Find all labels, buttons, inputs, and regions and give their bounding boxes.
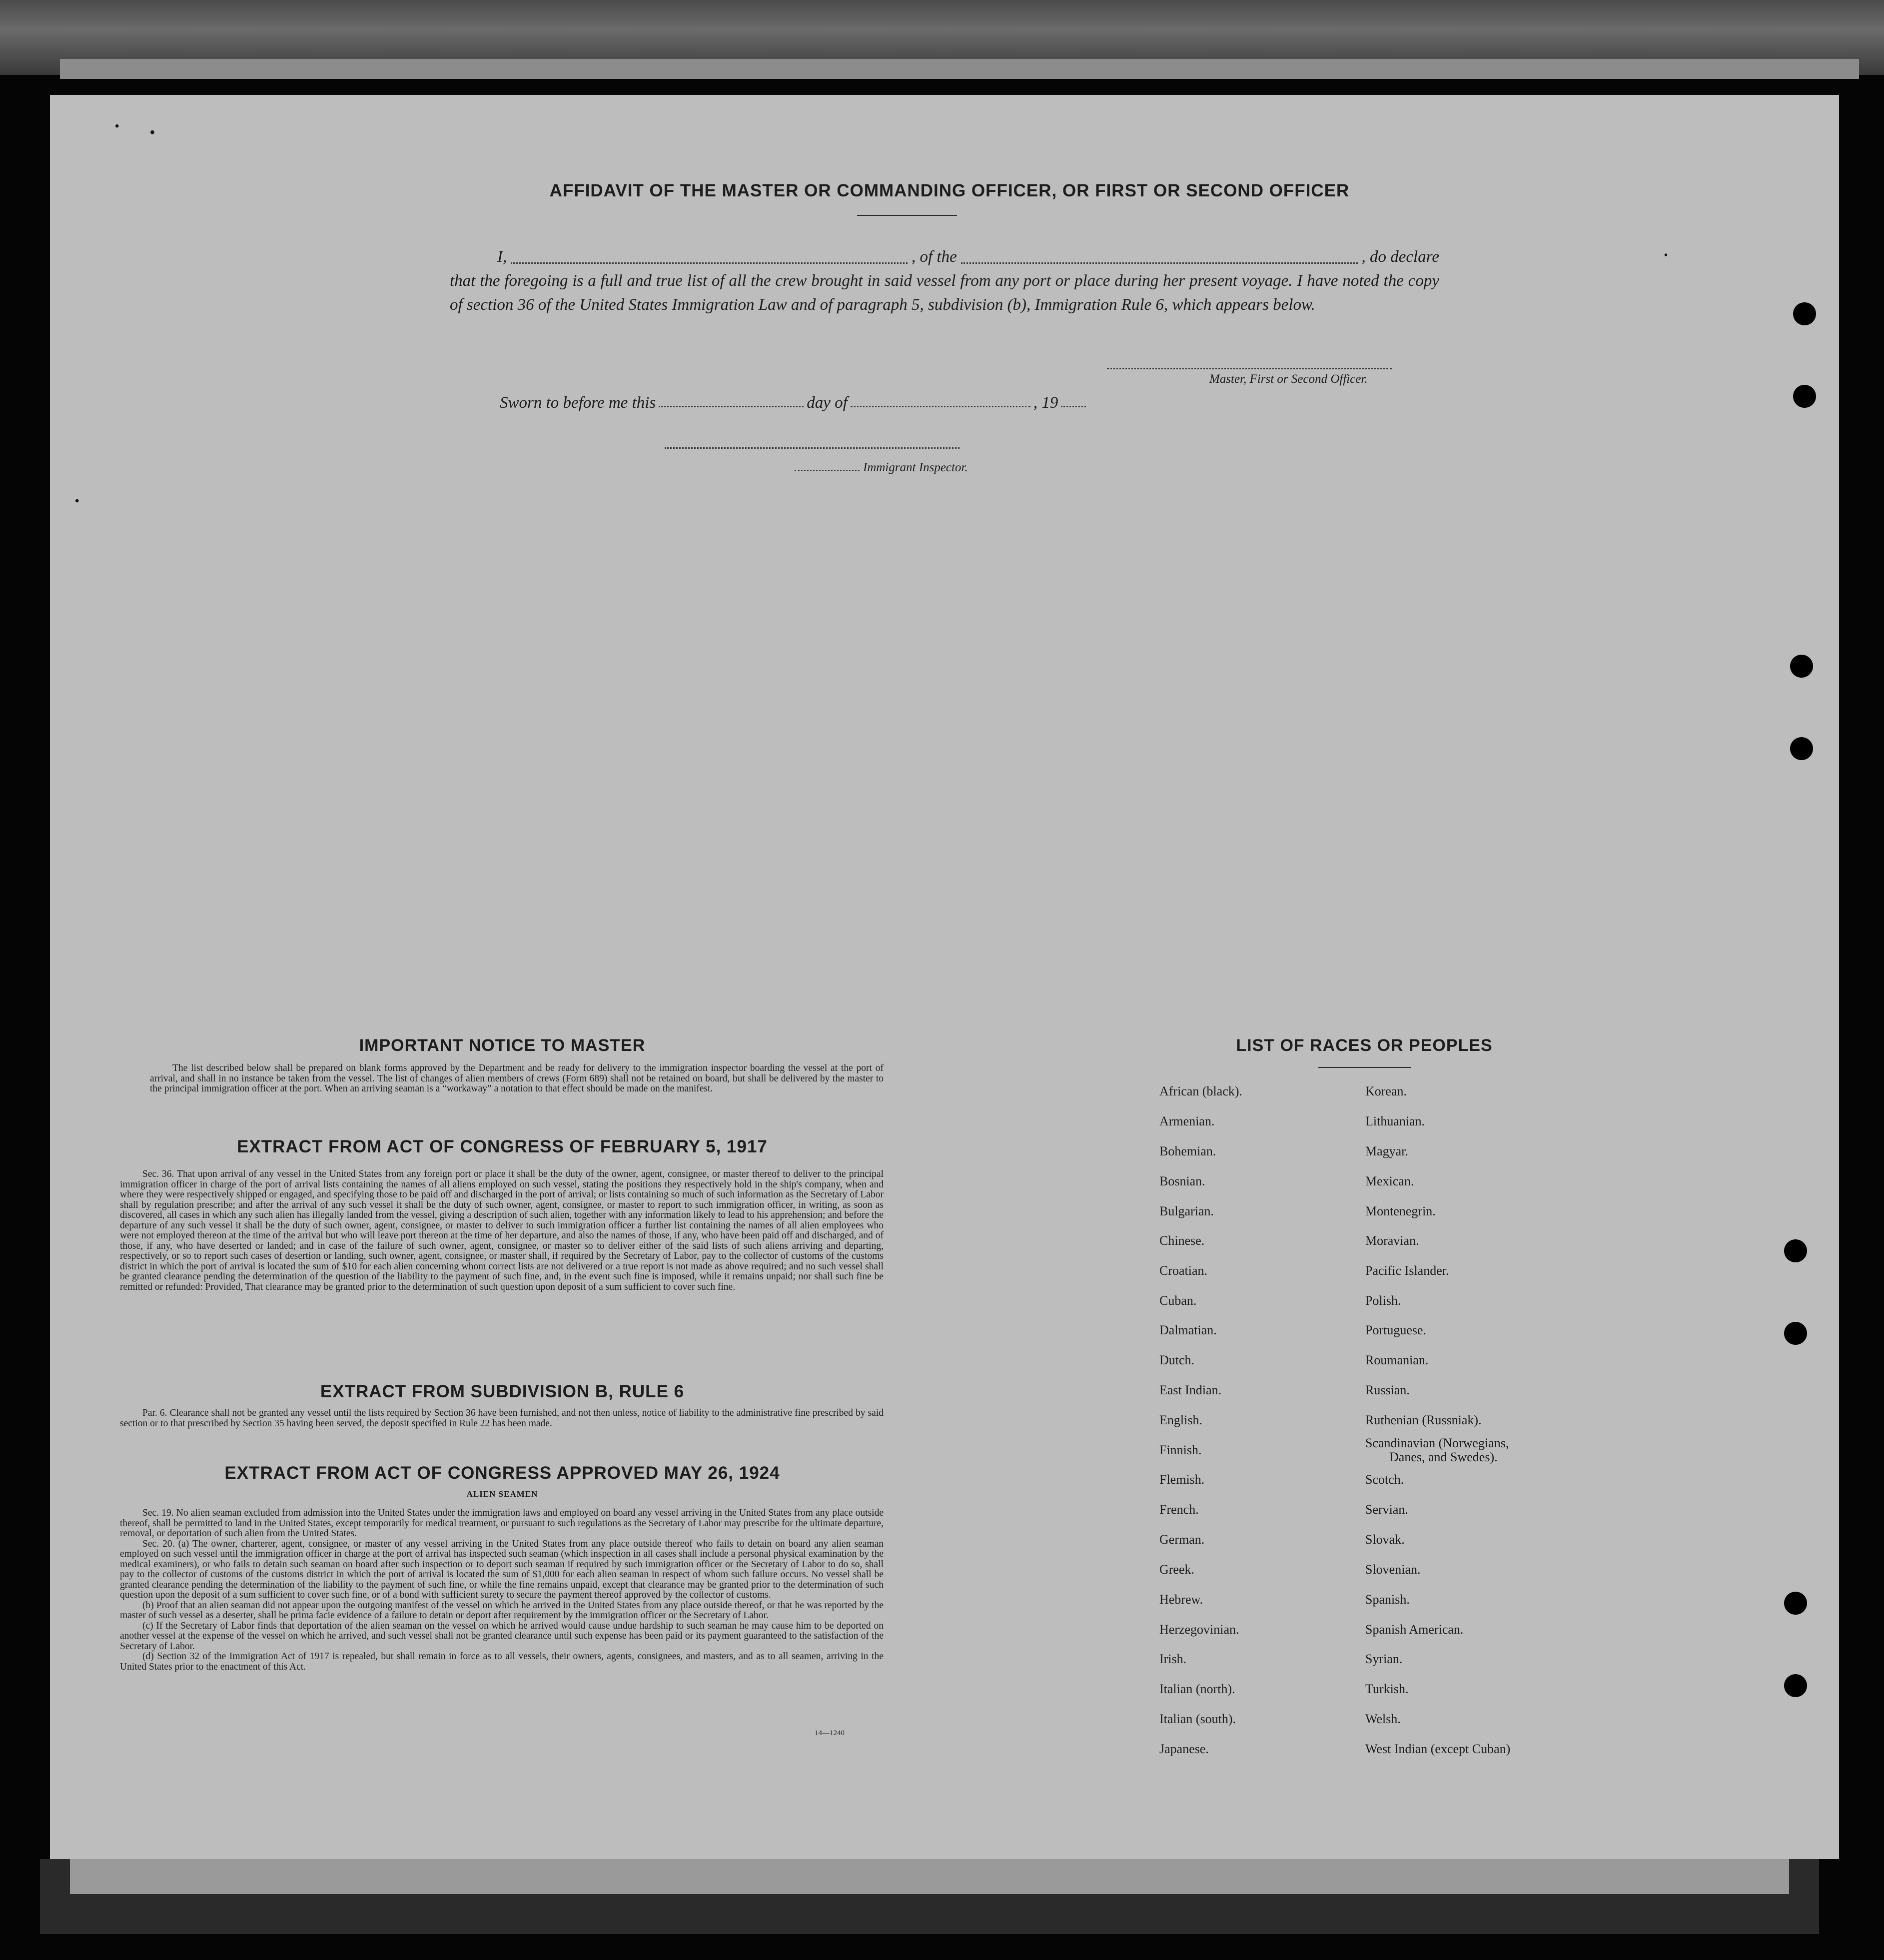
punch-hole — [1790, 737, 1813, 760]
race-item: Irish. — [1159, 1652, 1187, 1666]
declaration-block — [450, 245, 1439, 317]
day-of-label: day of — [807, 394, 848, 412]
race-item: Danes, and Swedes). — [1389, 1450, 1498, 1464]
race-item: Magyar. — [1365, 1144, 1408, 1158]
section-20a-paragraph: Sec. 20. (a) The owner, charterer, agent, consignee, or master of any vessel arriving in the United States from any place outside thereof who fails to detain on board any alien seaman employed on such vessel until the immigration officer in charge at the port of arrival has inspected such seaman (which inspection in all cases shall include a personal physical examination by the medical examiners), or who fails to detain such seaman on board after such inspection or to deport such seaman if required by such immigration officer or the Secretary of Labor to do so, shall pay to the collector of customs of the customs district in which the port of arrival is located the sum of $1,000 for each alien seaman in respect of whom such failure occurs. No vessel shall be granted clearance pending the determination of the liability to the payment of such fine, or while the fine remains unpaid, except that clearance may be granted prior to the determination of such question upon the deposit of a sum sufficient to cover such fine, or of a bond with sufficient surety to secure the payment thereof approved by the collector of customs. — [120, 1538, 884, 1600]
sworn-day-field[interactable] — [659, 406, 804, 407]
scan-speck: • — [115, 120, 119, 133]
notice-title: IMPORTANT NOTICE TO MASTER — [359, 1036, 646, 1055]
alien-seamen-subtitle: ALIEN SEAMEN — [466, 1489, 538, 1499]
paragraph-6: Par. 6. Clearance shall not be granted any vessel until the lists required by Section 36 have been furnished, and not then unless, notice of liability to the administrative fine prescribed by said section or to that prescribed by Section 35 having been served, the deposit specified in Rule 22 has been made. — [120, 1408, 884, 1429]
punch-hole — [1784, 1674, 1807, 1697]
race-item: Croatian. — [1159, 1263, 1208, 1278]
race-item: Flemish. — [1159, 1472, 1205, 1487]
master-signature-label: Master, First or Second Officer. — [1209, 372, 1368, 386]
race-item: Herzegovinian. — [1159, 1622, 1239, 1637]
scan-speck: • — [75, 495, 79, 508]
race-item: Turkish. — [1365, 1682, 1409, 1696]
race-item: Montenegrin. — [1365, 1204, 1436, 1218]
race-item: Portuguese. — [1365, 1323, 1427, 1337]
section-20b-paragraph: (b) Proof that an alien seaman did not appear upon the outgoing manifest of the vessel on which he arrived in the United States from any place outside thereof, or that he was reported by the master of such vessel as a deserter, shall be prima facie evidence of a failure to detain or deport after requirement by the immigration officer or the Secretary of Labor. — [120, 1600, 884, 1621]
section-36-paragraph: Sec. 36. That upon arrival of any vessel in the United States from any foreign port or place it shall be the duty of the owner, agent, consignee, or master thereof to deliver to the principal immigration officer in charge of the port of arrival lists containing the names of all aliens employed on such vessel, stating the positions they respectively hold in the ship's company, when and where they were respectively shipped or engaged, and specifying those to be paid off and discharged in the port of arrival; or lists containing so much of such information as the Secretary of Labor shall by regulation prescribe; and after the arrival of any such vessel it shall be the duty of such owner, agent, consignee, or master to report to such immigration officer, in writing, as soon as discovered, all cases in which any such alien has illegally landed from the vessel, giving a description of such alien, together with any information likely to lead to his apprehension; and before the departure of any such vessel it shall be the duty of such owner, agent, consignee, or master to deliver to such immigration officer a further list containing the names of all alien employees who were not employed thereon at the time of the arrival but who will leave port thereon at the time of her departure, and also the names of those, if any, who have been paid off and discharged, and of those, if any, who have deserted or landed; and in case of the failure of such owner, agent, consignee, or master so to deliver either of the said lists of such aliens arriving and departing, respectively, or so to report such cases of desertion or landing, such owner, agent, consignee, or master shall, if required by the Secretary of Labor, pay to the collector of customs of the customs district in which the port of arrival is located the sum of $10 for each alien concerning whom correct lists are not delivered or a true report is not made as above required; and no such vessel shall be granted clearance pending the determination of the question of the liability to the payment of such fine, and, in the event such fine is imposed, while it remains unpaid; nor shall such fine be remitted or refunded: Provided, That clearance may be granted prior to the determination of such question upon deposit of a sum sufficient to cover such fine. — [120, 1169, 884, 1292]
scan-bottom-edge — [40, 1859, 1819, 1934]
race-item: French. — [1159, 1502, 1199, 1517]
race-item: Polish. — [1365, 1293, 1401, 1308]
race-item: German. — [1159, 1532, 1205, 1547]
punch-hole — [1784, 1239, 1807, 1262]
scan-speck: • — [150, 125, 155, 140]
race-item: Greek. — [1159, 1562, 1195, 1577]
race-item: Welsh. — [1365, 1712, 1401, 1726]
race-item: Bosnian. — [1159, 1174, 1205, 1188]
vessel-name-field[interactable] — [961, 262, 1358, 264]
race-item: Bulgarian. — [1159, 1204, 1214, 1218]
extract-1924-text — [120, 1508, 884, 1672]
race-item: Moravian. — [1365, 1233, 1419, 1248]
declaration-text: that the foregoing is a full and true list of all the crew brought in said vessel from any port or place during her present voyage. I have noted the copy of section 36 of the United States Immigration Law and of paragraph 5, subdivision (b), Immigration Rule 6, which appears below. — [450, 272, 1439, 314]
extract-1917-text — [120, 1169, 884, 1292]
sworn-year-field[interactable] — [1061, 406, 1086, 407]
inspector-short-line — [795, 470, 860, 471]
race-item: Chinese. — [1159, 1233, 1205, 1248]
races-title-underline — [1318, 1067, 1411, 1068]
race-item: Italian (south). — [1159, 1712, 1236, 1726]
master-signature-line[interactable] — [1107, 368, 1392, 369]
race-item: Mexican. — [1365, 1174, 1414, 1188]
race-item: Scandinavian (Norwegians, — [1365, 1436, 1509, 1450]
notice-paragraph: The list described below shall be prepared on blank forms approved by the Department and be ready for delivery to the immigration inspector boarding the vessel at the port of arrival, and shall in no instance be taken from the vessel. The list of changes of alien members of crews (Form 689) shall not be retained on board, but shall be delivered by the master to the principal immigration officer at the port. When an arriving seaman is a “workaway” a notation to that effect should be made on the manifest. — [150, 1063, 884, 1094]
race-item: African (black). — [1159, 1084, 1243, 1098]
i-label: I, — [497, 248, 507, 266]
notice-text — [150, 1063, 884, 1094]
sworn-line — [500, 394, 1089, 412]
race-item: Cuban. — [1159, 1293, 1197, 1308]
race-item: Scotch. — [1365, 1472, 1404, 1487]
races-title: LIST OF RACES OR PEOPLES — [1236, 1036, 1493, 1055]
race-item: Slovenian. — [1365, 1562, 1421, 1577]
race-item: Dutch. — [1159, 1353, 1195, 1367]
affidavit-title: AFFIDAVIT OF THE MASTER OR COMMANDING OFFICER, OR FIRST OR SECOND OFFICER — [549, 181, 1350, 200]
extract-1917-title: EXTRACT FROM ACT OF CONGRESS OF FEBRUARY 5, 1917 — [237, 1137, 768, 1156]
year-prefix: , 19 — [1033, 394, 1058, 412]
race-item: Servian. — [1365, 1502, 1408, 1517]
race-item: Spanish. — [1365, 1592, 1410, 1607]
section-20d-paragraph: (d) Section 32 of the Immigration Act of 1917 is repealed, but shall remain in force as to all vessels, their owners, agents, consignees, and masters, and as to all seamen, arriving in the United States prior to the enactment of this Act. — [120, 1651, 884, 1672]
section-20c-paragraph: (c) If the Secretary of Labor finds that deportation of the alien seaman on the vessel on which he arrived would cause undue hardship to such seaman he may cause him to be deported on another vessel at the expense of the vessel on which he arrived, and such vessel shall not be granted clearance until such expense has been paid or its payment guaranteed to the satisfaction of the Secretary of Labor. — [120, 1620, 884, 1652]
race-item: Slovak. — [1365, 1532, 1405, 1547]
race-item: Syrian. — [1365, 1652, 1403, 1666]
scan-top-edge — [0, 0, 1884, 75]
punch-hole — [1793, 385, 1816, 408]
sworn-prefix: Sworn to before me this — [500, 394, 656, 412]
race-item: Lithuanian. — [1365, 1114, 1425, 1128]
of-the-label: , of the — [912, 248, 957, 266]
inspector-signature-line[interactable] — [665, 447, 959, 449]
sworn-month-field[interactable] — [851, 406, 1030, 407]
race-item: Pacific Islander. — [1365, 1263, 1449, 1278]
race-item: Italian (north). — [1159, 1682, 1235, 1696]
extract-1924-title: EXTRACT FROM ACT OF CONGRESS APPROVED MAY 26, 1924 — [224, 1463, 780, 1483]
race-item: Roumanian. — [1365, 1353, 1429, 1367]
punch-hole — [1793, 302, 1816, 325]
inspector-label: Immigrant Inspector. — [863, 461, 968, 474]
race-item: East Indian. — [1159, 1383, 1222, 1397]
form-number: 14—1240 — [815, 1729, 845, 1737]
race-item: Hebrew. — [1159, 1592, 1203, 1607]
title-underline — [857, 215, 957, 216]
punch-hole — [1784, 1322, 1807, 1345]
do-declare-label: , do declare — [1361, 248, 1439, 266]
declarant-name-field[interactable] — [511, 262, 908, 264]
race-item: Armenian. — [1159, 1114, 1215, 1128]
punch-hole — [1784, 1592, 1807, 1615]
race-item: Korean. — [1365, 1084, 1407, 1098]
race-item: Dalmatian. — [1159, 1323, 1217, 1337]
race-item: English. — [1159, 1413, 1202, 1427]
declaration-first-line — [450, 245, 1439, 269]
race-item: West Indian (except Cuban) — [1365, 1742, 1511, 1756]
race-item: Bohemian. — [1159, 1144, 1216, 1158]
race-item: Spanish American. — [1365, 1622, 1464, 1637]
scan-speck: • — [1664, 250, 1668, 261]
extract-rule6-title: EXTRACT FROM SUBDIVISION B, RULE 6 — [320, 1382, 685, 1401]
race-item: Russian. — [1365, 1383, 1410, 1397]
extract-rule6-text — [120, 1408, 884, 1429]
punch-hole — [1790, 655, 1813, 678]
race-item: Ruthenian (Russniak). — [1365, 1413, 1482, 1427]
race-item: Finnish. — [1159, 1443, 1202, 1457]
race-item: Japanese. — [1159, 1742, 1209, 1756]
section-19-paragraph: Sec. 19. No alien seaman excluded from admission into the United States under the immigration laws and employed on board any vessel arriving in the United States from any place outside thereof, shall be permitted to land in the United States, except temporarily for medical treatment, or pursuant to such regulations as the Secretary of Labor may prescribe for the ultimate departure, removal, or deportation of such alien from the United States. — [120, 1508, 884, 1539]
